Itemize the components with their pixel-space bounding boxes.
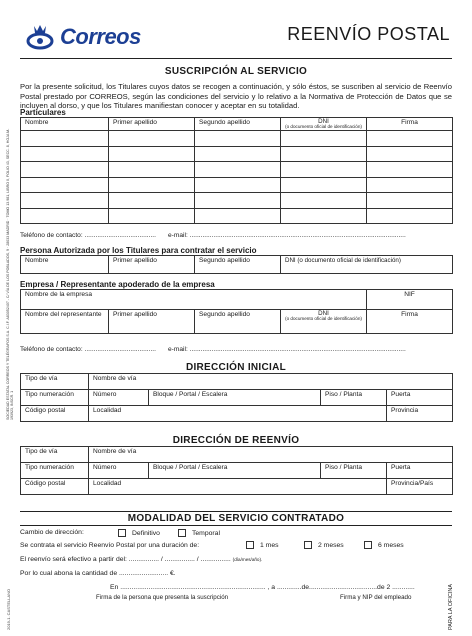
nombre-via-field[interactable]: Nombre de vía xyxy=(89,374,453,390)
codigo-postal-field[interactable]: Código postal xyxy=(21,479,89,495)
empresa-telefono-field[interactable]: Teléfono de contacto: ....................................... xyxy=(20,346,156,353)
duracion-label: Se contrata el servicio Reenvío Postal por una duración de: xyxy=(20,542,200,549)
direccion-inicial-heading: DIRECCIÓN INICIAL xyxy=(185,362,287,373)
name-field[interactable] xyxy=(21,131,109,147)
apellido1-field[interactable] xyxy=(109,131,195,147)
col-dni: DNI (o documento oficial de identificación) xyxy=(281,118,367,131)
temporal-option[interactable]: Temporal xyxy=(178,529,220,537)
edition-side-text: 2019-1. CASTELLANO xyxy=(6,588,11,630)
col-nombre: Nombre xyxy=(21,118,109,131)
definitivo-option[interactable]: Definitivo xyxy=(118,529,160,537)
firma-field[interactable] xyxy=(367,177,453,193)
dni-field[interactable] xyxy=(281,131,367,147)
numero-field[interactable]: Número xyxy=(89,390,149,406)
modalidad-divider-top xyxy=(20,511,452,512)
firma-field[interactable] xyxy=(367,208,453,224)
header-divider xyxy=(20,58,452,59)
modalidad-divider-bottom xyxy=(20,525,452,526)
firma-field[interactable] xyxy=(367,131,453,147)
provincia-pais-field[interactable]: Provincia/País xyxy=(387,479,453,495)
col-dni[interactable]: DNI (o documento oficial de identificación) xyxy=(281,256,453,274)
codigo-postal-field[interactable]: Código postal xyxy=(21,406,89,422)
firma-field[interactable] xyxy=(367,193,453,209)
apellido1-field[interactable] xyxy=(109,193,195,209)
dni-field[interactable] xyxy=(281,193,367,209)
localidad-field[interactable]: Localidad xyxy=(89,479,387,495)
piso-field[interactable]: Piso / Planta xyxy=(321,390,387,406)
tipo-via-field[interactable]: Tipo de vía xyxy=(21,447,89,463)
empresa-email-field[interactable]: e-mail: ...................................................................................................................... xyxy=(168,346,406,353)
firma-nip-label: Firma y NIP del empleado xyxy=(340,594,412,601)
apellido2-field[interactable] xyxy=(195,177,281,193)
mes2-checkbox[interactable] xyxy=(304,541,312,549)
email-field[interactable]: e-mail: ...................................................................................................................... xyxy=(168,232,406,239)
col-segundo-apellido[interactable]: Segundo apellido xyxy=(195,256,281,274)
localidad-field[interactable]: Localidad xyxy=(89,406,387,422)
puerta-field[interactable]: Puerta xyxy=(387,390,453,406)
apellido1-field[interactable] xyxy=(109,146,195,162)
dni-field[interactable] xyxy=(281,146,367,162)
firma-persona-label: Firma de la persona que presenta la suscripción xyxy=(96,594,229,601)
temporal-checkbox[interactable] xyxy=(178,529,186,537)
logo-text: Correos xyxy=(60,24,141,49)
firma-field[interactable]: Firma xyxy=(367,310,453,334)
cambio-direccion-label: Cambio de dirección: xyxy=(20,529,84,536)
lugar-fecha-field[interactable]: En ............................................................................. , a .............de....................................de 2 ............ xyxy=(110,584,415,591)
particulares-table xyxy=(20,117,453,224)
telefono-field[interactable]: Teléfono de contacto: ....................................... xyxy=(20,232,156,239)
apellido2-field[interactable] xyxy=(195,208,281,224)
correos-logo xyxy=(24,22,141,52)
section-title: SUSCRIPCIÓN AL SERVICIO xyxy=(164,66,308,77)
legal-side-text: SOCIEDAD ESTATAL CORREOS Y TELÉGRAFOS S.A. C.I.F. A83052407 - C/ VÍA DE LOS POBLADOS, 9 · 28033 MADRID · TOMO 13.981, LIBRO 0, FOLIO 43, SECC. 8, HOJA M-193923, INSCR. 1 xyxy=(6,128,14,420)
mes6-checkbox[interactable] xyxy=(364,541,372,549)
apellido1-field[interactable] xyxy=(109,208,195,224)
intro-paragraph: Por la presente solicitud, los Titulares cuyos datos se recogen a continuación, y sólo éstos, se suscriben al servicio de Reenvío Postal prestado por CORREOS, según las condiciones del servicio y lo relativo a la Normativa de Protección de Datos que se incluyen al dorso, y que los Titulares manifiestan conocer y aceptar en su totalidad. xyxy=(20,82,452,110)
apellido2-field[interactable] xyxy=(195,162,281,178)
apellido1-field[interactable] xyxy=(109,177,195,193)
autorizada-heading: Persona Autorizada por los Titulares para contratar el servicio xyxy=(20,246,257,255)
provincia-field[interactable]: Provincia xyxy=(387,406,453,422)
mes1-checkbox[interactable] xyxy=(246,541,254,549)
name-field[interactable] xyxy=(21,193,109,209)
dni-field[interactable]: DNI (o documento oficial de identificación) xyxy=(281,310,367,334)
bloque-field[interactable]: Bloque / Portal / Escalera xyxy=(149,390,321,406)
mes2-option[interactable]: 2 meses xyxy=(304,541,344,549)
nif-field[interactable]: NIF xyxy=(367,290,453,310)
dni-field[interactable] xyxy=(281,208,367,224)
empresa-heading: Empresa / Representante apoderado de la empresa xyxy=(20,280,215,289)
document-title: REENVÍO POSTAL xyxy=(287,24,450,44)
name-field[interactable] xyxy=(21,177,109,193)
name-field[interactable] xyxy=(21,162,109,178)
col-primer-apellido[interactable]: Primer apellido xyxy=(109,256,195,274)
direccion-inicial-table xyxy=(20,373,453,422)
col-segundo-apellido: Segundo apellido xyxy=(195,118,281,131)
dni-field[interactable] xyxy=(281,162,367,178)
apellido1-field[interactable] xyxy=(109,162,195,178)
dni-field[interactable] xyxy=(281,177,367,193)
tipo-via-field[interactable]: Tipo de vía xyxy=(21,374,89,390)
apellido2-field[interactable] xyxy=(195,131,281,147)
name-field[interactable] xyxy=(21,208,109,224)
mes6-option[interactable]: 6 meses xyxy=(364,541,404,549)
tipo-numeracion-field[interactable]: Tipo numeración xyxy=(21,390,89,406)
apellido2-field[interactable] xyxy=(195,146,281,162)
puerta-field[interactable]: Puerta xyxy=(387,463,453,479)
efectivo-field[interactable]: El reenvío será efectivo a partir del: ................ / ................ / ................ (día/mes/año). xyxy=(20,556,263,563)
numero-field[interactable]: Número xyxy=(89,463,149,479)
direccion-reenvio-heading: DIRECCIÓN DE REENVÍO xyxy=(172,435,300,446)
col-nombre[interactable]: Nombre xyxy=(21,256,109,274)
cantidad-field[interactable]: Por lo cual abona la cantidad de .......................... €. xyxy=(20,570,176,577)
tipo-numeracion-field[interactable]: Tipo numeración xyxy=(21,463,89,479)
nombre-representante-field[interactable]: Nombre del representante xyxy=(21,310,109,334)
bloque-field[interactable]: Bloque / Portal / Escalera xyxy=(149,463,321,479)
office-use-side-text: PARA LA OFICINA xyxy=(448,583,454,630)
particulares-heading: Particulares xyxy=(20,108,66,117)
col-firma: Firma xyxy=(367,118,453,131)
firma-field[interactable] xyxy=(367,146,453,162)
nombre-via-field[interactable]: Nombre de vía xyxy=(89,447,453,463)
col-primer-apellido: Primer apellido xyxy=(109,118,195,131)
name-field[interactable] xyxy=(21,146,109,162)
apellido2-field[interactable] xyxy=(195,193,281,209)
primer-apellido-field[interactable]: Primer apellido xyxy=(109,310,195,334)
direccion-reenvio-table xyxy=(20,446,453,495)
nombre-empresa-field[interactable]: Nombre de la empresa xyxy=(21,290,367,310)
mes1-option[interactable]: 1 mes xyxy=(246,541,279,549)
firma-field[interactable] xyxy=(367,162,453,178)
piso-field[interactable]: Piso / Planta xyxy=(321,463,387,479)
modalidad-heading: MODALIDAD DEL SERVICIO CONTRATADO xyxy=(127,513,345,524)
definitivo-checkbox[interactable] xyxy=(118,529,126,537)
autorizada-table xyxy=(20,255,453,274)
empresa-table xyxy=(20,289,453,334)
post-horn-crown-icon xyxy=(24,22,56,52)
segundo-apellido-field[interactable]: Segundo apellido xyxy=(195,310,281,334)
